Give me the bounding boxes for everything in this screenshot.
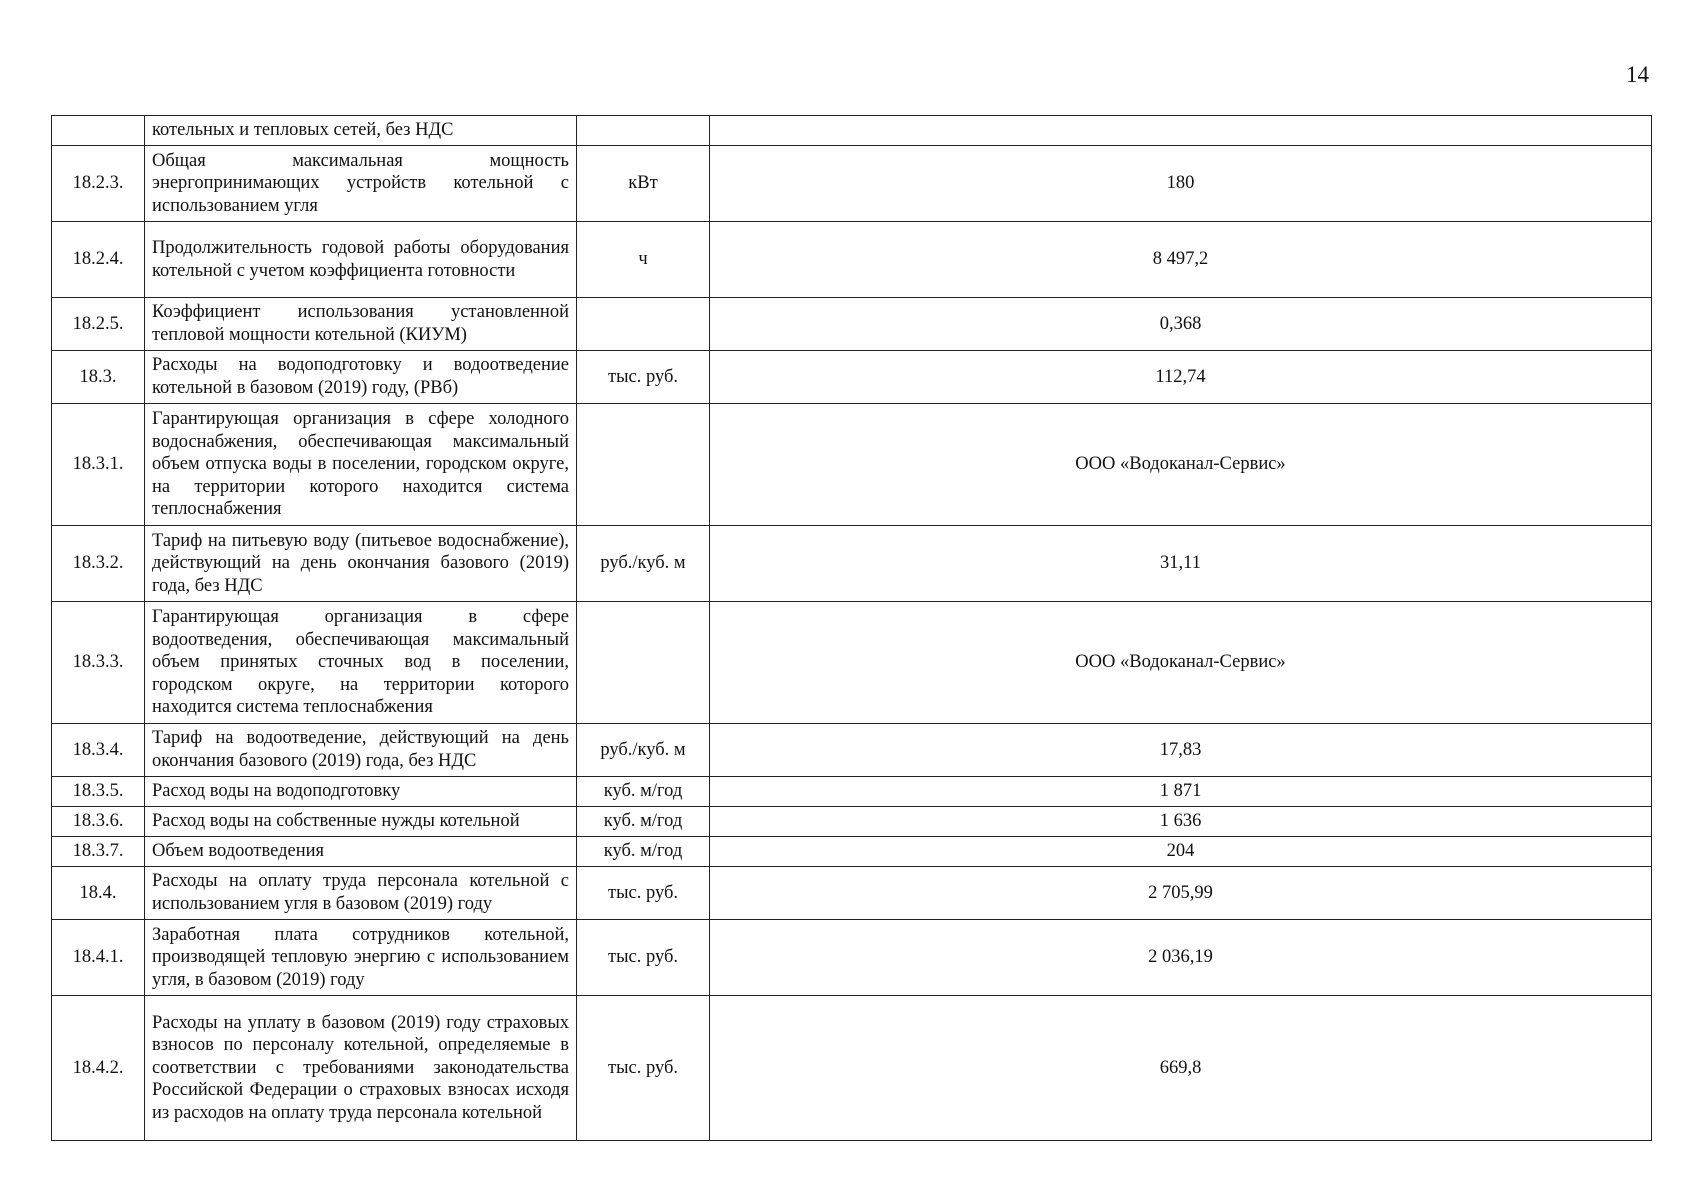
row-value: 2 036,19 (710, 920, 1652, 996)
table-row (52, 298, 1652, 351)
row-number: 18.2.5. (52, 298, 145, 351)
table-row (52, 222, 1652, 298)
row-unit: ч (577, 222, 710, 298)
table-row (52, 867, 1652, 920)
table-row (52, 724, 1652, 777)
table-row (52, 920, 1652, 996)
table-row (52, 837, 1652, 867)
row-value: 1 871 (710, 777, 1652, 807)
row-value: 8 497,2 (710, 222, 1652, 298)
row-unit (577, 298, 710, 351)
row-value: 204 (710, 837, 1652, 867)
row-description: Продолжительность годовой работы оборудования котельной с учетом коэффициента готовности (145, 222, 577, 298)
row-unit: куб. м/год (577, 807, 710, 837)
row-number: 18.3. (52, 351, 145, 404)
row-description: Расходы на водоподготовку и водоотведение котельной в базовом (2019) году, (РВб) (145, 351, 577, 404)
row-value: 31,11 (710, 526, 1652, 602)
row-number: 18.3.7. (52, 837, 145, 867)
row-description: Расход воды на собственные нужды котельной (145, 807, 577, 837)
row-description: Гарантирующая организация в сфере водоотведения, обеспечивающая максимальный объем принятых сточных вод в поселении, городском округе, на территории которого находится система теплоснабжения (145, 602, 577, 724)
row-description: Общая максимальная мощность энергопринимающих устройств котельной с использованием угля (145, 146, 577, 222)
row-number (52, 116, 145, 146)
row-description: Коэффициент использования установленной тепловой мощности котельной (КИУМ) (145, 298, 577, 351)
row-value (710, 116, 1652, 146)
table-row (52, 526, 1652, 602)
row-description: Расходы на уплату в базовом (2019) году страховых взносов по персоналу котельной, определяемые в соответствии с требованиями законодательства Российской Федерации о страховых взносах исходя из расходов на оплату труда персонала котельной (145, 996, 577, 1141)
row-description: Тариф на водоотведение, действующий на день окончания базового (2019) года, без НДС (145, 724, 577, 777)
row-unit: тыс. руб. (577, 867, 710, 920)
row-description: Расход воды на водоподготовку (145, 777, 577, 807)
row-unit (577, 404, 710, 526)
row-value: 112,74 (710, 351, 1652, 404)
row-unit: тыс. руб. (577, 996, 710, 1141)
row-number: 18.3.6. (52, 807, 145, 837)
row-unit: руб./куб. м (577, 724, 710, 777)
row-value: 180 (710, 146, 1652, 222)
row-unit: тыс. руб. (577, 920, 710, 996)
table-row (52, 146, 1652, 222)
row-number: 18.2.3. (52, 146, 145, 222)
row-value: 17,83 (710, 724, 1652, 777)
table-row (52, 116, 1652, 146)
row-description: Расходы на оплату труда персонала котельной с использованием угля в базовом (2019) году (145, 867, 577, 920)
table-row (52, 996, 1652, 1141)
row-description: Объем водоотведения (145, 837, 577, 867)
row-unit: тыс. руб. (577, 351, 710, 404)
row-number: 18.2.4. (52, 222, 145, 298)
row-unit (577, 602, 710, 724)
row-number: 18.3.1. (52, 404, 145, 526)
row-number: 18.3.5. (52, 777, 145, 807)
row-value: 0,368 (710, 298, 1652, 351)
row-description: Заработная плата сотрудников котельной, производящей тепловую энергию с использованием угля, в базовом (2019) году (145, 920, 577, 996)
row-unit: руб./куб. м (577, 526, 710, 602)
row-value: ООО «Водоканал-Сервис» (710, 602, 1652, 724)
row-value: ООО «Водоканал-Сервис» (710, 404, 1652, 526)
row-unit: куб. м/год (577, 837, 710, 867)
row-value: 1 636 (710, 807, 1652, 837)
row-number: 18.4.2. (52, 996, 145, 1141)
row-unit (577, 116, 710, 146)
row-number: 18.3.3. (52, 602, 145, 724)
row-value: 2 705,99 (710, 867, 1652, 920)
table-row (52, 351, 1652, 404)
row-description: Гарантирующая организация в сфере холодного водоснабжения, обеспечивающая максимальный объем отпуска воды в поселении, городском округе, на территории которого находится система теплоснабжения (145, 404, 577, 526)
row-unit: кВт (577, 146, 710, 222)
page-number: 14 (1626, 62, 1649, 87)
row-number: 18.3.2. (52, 526, 145, 602)
table-row (52, 404, 1652, 526)
row-description: Тариф на питьевую воду (питьевое водоснабжение), действующий на день окончания базового (2019) года, без НДС (145, 526, 577, 602)
row-unit: куб. м/год (577, 777, 710, 807)
row-number: 18.4.1. (52, 920, 145, 996)
row-value: 669,8 (710, 996, 1652, 1141)
row-description: котельных и тепловых сетей, без НДС (145, 116, 577, 146)
row-number: 18.4. (52, 867, 145, 920)
table-row (52, 807, 1652, 837)
table-row (52, 602, 1652, 724)
row-number: 18.3.4. (52, 724, 145, 777)
indicator-table (51, 115, 1652, 1141)
table-row (52, 777, 1652, 807)
